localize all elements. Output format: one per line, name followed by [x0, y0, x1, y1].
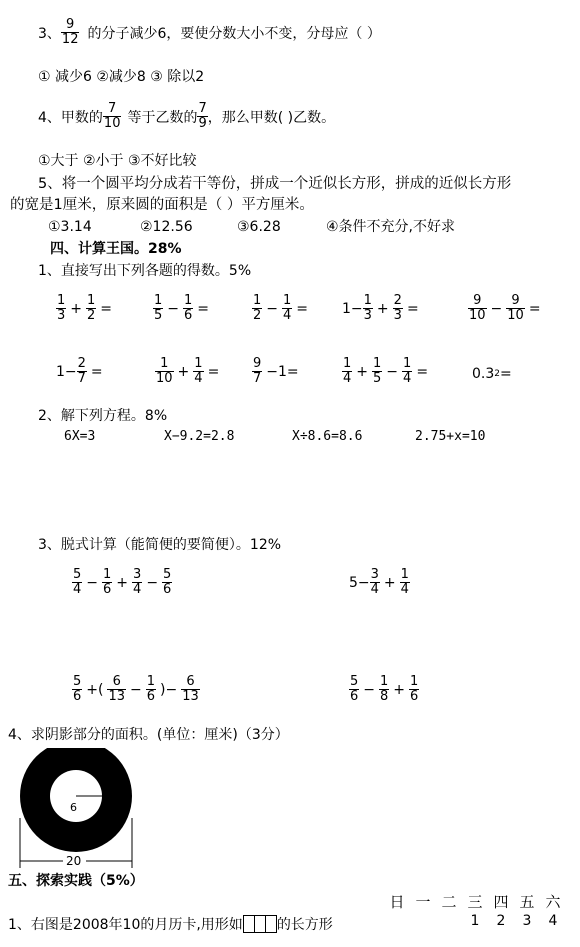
- outer-label: 20: [66, 854, 82, 868]
- question-5-line2: 的宽是1厘米，原来圆的面积是（ ）平方厘米。: [10, 197, 314, 213]
- calc-item-9: $\frac{1}{4}$ + $\frac{1}{5}$ − $\frac{1}{4}$ =: [343, 356, 429, 386]
- question-4: 4、甲数的 $\frac{7}{10}$ 等于乙数的 $\frac{7}{9}$ ，那么甲数( )乙数。: [38, 101, 336, 131]
- question-5-option-1: ①3.14: [48, 219, 92, 235]
- section-5-question-1: 1、右图是2008年10的月历卡,用形如 的长方形: [8, 917, 333, 933]
- question-3: 3、 $\frac{9}{12}$ 的分子减少6，要使分数大小不变，分母应（ ）: [38, 17, 381, 47]
- calc-item-6: 1− $\frac{2}{7}$ =: [56, 356, 103, 386]
- calc-item-2: $\frac{1}{5}$ − $\frac{1}{6}$ =: [154, 293, 210, 323]
- fraction: $\frac{7}{10}$: [103, 101, 121, 131]
- calendar-weekdays: 日 一 二 三 四 五 六: [389, 893, 561, 911]
- question-5-option-2: ②12.56: [140, 219, 193, 235]
- equation-4: 2.75+x=10: [415, 429, 486, 444]
- equation-3: X÷8.6=8.6: [292, 429, 363, 444]
- three-cell-rectangle: [243, 915, 277, 933]
- subsection-4-title: 4、求阴影部分的面积。(单位：厘米)（3分）: [8, 727, 289, 743]
- calc-item-3: $\frac{1}{2}$ − $\frac{1}{4}$ =: [253, 293, 309, 323]
- section-4-title: 四、计算王国。28%: [50, 241, 182, 257]
- calc-item-8: $\frac{9}{7}$ −1=: [253, 356, 299, 386]
- step-calc-2: 5− $\frac{3}{4}$ + $\frac{1}{4}$: [349, 567, 409, 597]
- question-4-options: ①大于 ②小于 ③不好比较: [38, 153, 197, 169]
- fraction: $\frac{9}{12}$: [61, 17, 79, 47]
- calc-item-1: $\frac{1}{3}$ + $\frac{1}{2}$ =: [57, 293, 113, 323]
- step-calc-3: $\frac{5}{6}$ +( $\frac{6}{13}$ − $\frac{1}{6}$ )− $\frac{6}{13}$: [73, 674, 199, 704]
- ring-diagram: [10, 748, 150, 870]
- subsection-1-title: 1、直接写出下列各题的得数。5%: [38, 263, 252, 279]
- question-3-options: ① 减少6 ②减少8 ③ 除以2: [38, 69, 205, 85]
- subsection-2-title: 2、解下列方程。8%: [38, 408, 168, 424]
- equation-2: X−9.2=2.8: [164, 429, 235, 444]
- question-5-option-3: ③6.28: [237, 219, 281, 235]
- step-calc-1: $\frac{5}{4}$ − $\frac{1}{6}$ + $\frac{3}{4}$ − $\frac{5}{6}$: [73, 567, 172, 597]
- step-calc-4: $\frac{5}{6}$ − $\frac{1}{8}$ + $\frac{1}{6}$: [350, 674, 419, 704]
- equation-1: 6X=3: [64, 429, 96, 444]
- question-5-option-4: ④条件不充分,不好求: [326, 219, 456, 235]
- calc-item-4: 1− $\frac{1}{3}$ + $\frac{2}{3}$ =: [342, 293, 419, 323]
- question-5-line1: 5、将一个圆平均分成若干等份，拼成一个近似长方形，拼成的近似长方形: [38, 176, 512, 192]
- fraction: $\frac{7}{9}$: [198, 101, 207, 131]
- calc-item-10: 0.3 2 =: [472, 366, 512, 382]
- calc-item-5: $\frac{9}{10}$ − $\frac{9}{10}$ =: [469, 293, 541, 323]
- section-5-title: 五、探索实践（5%）: [8, 873, 144, 889]
- subsection-3-title: 3、脱式计算（能简便的要简便）。12%: [38, 537, 282, 553]
- inner-label: 6: [70, 801, 77, 814]
- calendar-first-row: 1 2 3 4: [470, 913, 558, 929]
- calc-item-7: $\frac{1}{10}$ + $\frac{1}{4}$ =: [156, 356, 220, 386]
